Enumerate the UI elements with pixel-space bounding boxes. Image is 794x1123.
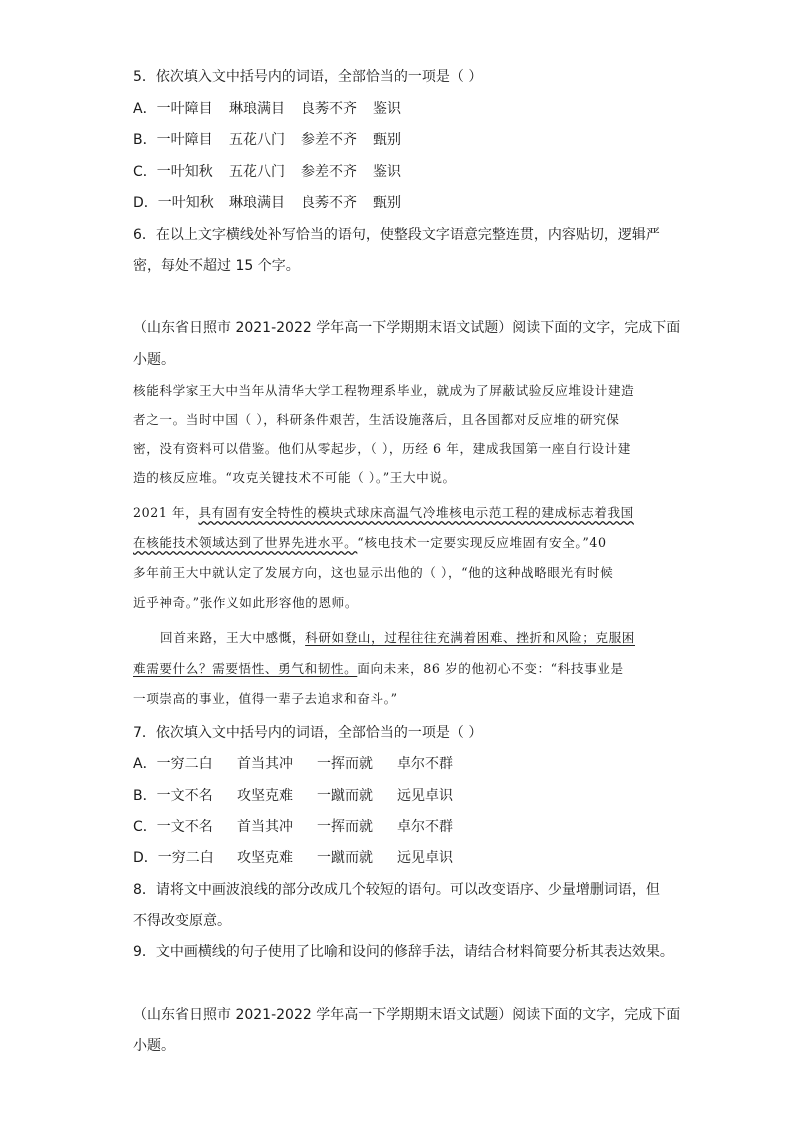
q7-option-a[interactable] — [133, 753, 453, 773]
option-text: 琳琅满目 — [229, 195, 285, 211]
option-text: C．一叶知秋 — [133, 164, 213, 180]
option-text: 五花八门 — [229, 132, 285, 148]
passage-line — [133, 658, 661, 677]
option-text: 鉴识 — [373, 101, 401, 117]
option-text: A．一穷二白 — [133, 756, 213, 772]
passage-line: 核能科学家王大中当年从清华大学工程物理系毕业，就成为了屏蔽试验反应堆设计建造 — [133, 383, 635, 398]
passage-line — [160, 627, 660, 646]
underlined-text: 难需要什么？需要悟性、勇气和韧性。 — [133, 661, 358, 676]
option-text: 一挥而就 — [317, 819, 373, 835]
option-text: 良莠不齐 — [301, 195, 357, 211]
passage-text: 面向未来，86 岁的他初心不变：“科技事业是 — [357, 661, 624, 676]
passage-line: 者之一。当时中国（ ），科研条件艰苦，生活设施落后，且各国都对反应堆的研究保 — [133, 412, 620, 427]
option-text: B．一叶障目 — [133, 132, 213, 148]
q9-line-1: 9．文中画横线的句子使用了比喻和设问的修辞手法，请结合材料简要分析其表达效果。 — [133, 944, 674, 960]
option-text: 一挥而就 — [317, 756, 373, 772]
passage-line: 一项崇高的事业，值得一辈子去追求和奋斗。” — [133, 691, 398, 706]
passage-line — [133, 502, 661, 521]
passage-line: 密，没有资料可以借鉴。他们从零起步，（ ），历经 6 年，建成我国第一座自行设计建 — [133, 441, 631, 456]
option-text: 良莠不齐 — [301, 101, 357, 117]
passage-text: “核电技术一定要实现反应堆固有安全。”40 — [357, 535, 607, 550]
option-text: 卓尔不群 — [397, 819, 453, 835]
option-text: 首当其冲 — [237, 756, 293, 772]
q5-option-b[interactable] — [133, 129, 401, 149]
option-text: 远见卓识 — [397, 850, 453, 866]
passage-line: 近乎神奇。”张作义如此形容他的恩师。 — [133, 595, 359, 610]
option-text: 甄别 — [373, 195, 401, 211]
passage-text: 回首来路，王大中感慨， — [160, 630, 306, 645]
q6-line-1: 6．在以上文字横线处补写恰当的语句，使整段文字语意完整连贯，内容贴切，逻辑严 — [133, 227, 660, 243]
option-text: 攻坚克难 — [237, 850, 293, 866]
passage-line — [133, 532, 661, 551]
q7-option-b[interactable] — [133, 785, 453, 805]
q5-option-c[interactable] — [133, 161, 401, 181]
underlined-text: 科研如登山，过程往往充满着困难、挫折和风险；克服困 — [305, 630, 635, 645]
source-header-1-cont: 小题。 — [133, 352, 175, 368]
q7-stem: 7．依次填入文中括号内的词语，全部恰当的一项是（ ） — [133, 725, 483, 741]
q8-line-1: 8．请将文中画波浪线的部分改成几个较短的语句。可以改变语序、少量增删词语，但 — [133, 882, 660, 898]
q5-stem: 5．依次填入文中括号内的词语，全部恰当的一项是（ ） — [133, 69, 483, 85]
option-text: D．一穷二白 — [133, 850, 214, 866]
q8-line-2: 不得改变原意。 — [133, 913, 231, 929]
source-header-1: （山东省日照市 2021-2022 学年高一下学期期末语文试题）阅读下面的文字，完成下面 — [133, 320, 681, 336]
option-text: 鉴识 — [373, 164, 401, 180]
option-text: 首当其冲 — [237, 819, 293, 835]
q7-option-d[interactable] — [133, 847, 453, 867]
q6-line-2: 密，每处不超过 15 个字。 — [133, 258, 300, 274]
option-text: B．一文不名 — [133, 788, 213, 804]
source-header-2: （山东省日照市 2021-2022 学年高一下学期期末语文试题）阅读下面的文字，完成下面 — [133, 1007, 681, 1023]
passage-line: 造的核反应堆。“攻克关键技术不可能（ ）。”王大中说。 — [133, 470, 456, 485]
option-text: A．一叶障目 — [133, 101, 213, 117]
option-text: 远见卓识 — [397, 788, 453, 804]
passage-line: 多年前王大中就认定了发展方向，这也显示出他的（ ），“他的这种战略眼光有时候 — [133, 565, 614, 580]
option-text: 琳琅满目 — [229, 101, 285, 117]
passage-text: 2021 年， — [133, 505, 199, 520]
q5-option-d[interactable] — [133, 192, 401, 212]
wavy-underlined-text: 具有固有安全特性的模块式球床高温气冷堆核电示范工程的建成标志着我国 — [198, 505, 634, 520]
option-text: 攻坚克难 — [237, 788, 293, 804]
option-text: D．一叶知秋 — [133, 195, 214, 211]
option-text: 一蹴而就 — [317, 788, 373, 804]
option-text: 一蹴而就 — [317, 850, 373, 866]
q7-option-c[interactable] — [133, 816, 453, 836]
option-text: C．一文不名 — [133, 819, 213, 835]
source-header-2-cont: 小题。 — [133, 1038, 175, 1054]
option-text: 参差不齐 — [301, 132, 357, 148]
option-text: 参差不齐 — [301, 164, 357, 180]
wavy-underlined-text: 在核能技术领域达到了世界先进水平。 — [133, 535, 358, 550]
option-text: 甄别 — [373, 132, 401, 148]
option-text: 五花八门 — [229, 164, 285, 180]
q5-option-a[interactable] — [133, 98, 401, 118]
option-text: 卓尔不群 — [397, 756, 453, 772]
